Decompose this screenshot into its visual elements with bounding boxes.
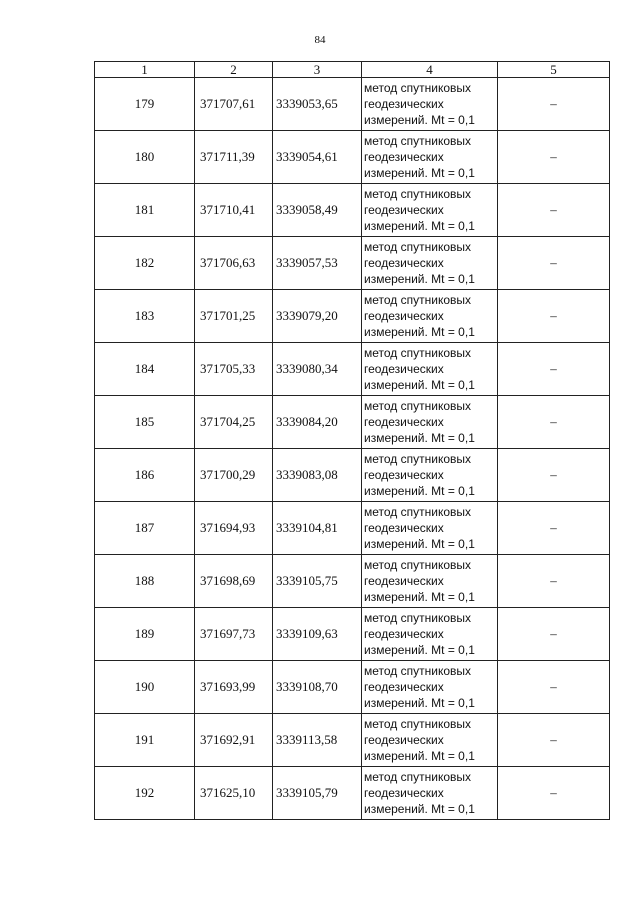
point-number-cell: 184 <box>95 343 195 396</box>
y-coordinate-cell: 3339104,81 <box>273 502 362 555</box>
x-coordinate-cell: 371697,73 <box>195 608 273 661</box>
column-header-5: 5 <box>498 62 610 78</box>
method-line: метод спутниковых <box>364 293 472 307</box>
method-cell <box>362 78 498 131</box>
x-coordinate-cell: 371698,69 <box>195 555 273 608</box>
table-row <box>95 714 610 767</box>
column-header-2: 2 <box>195 62 273 78</box>
method-cell <box>362 555 498 608</box>
table-row <box>95 343 610 396</box>
point-number-cell: 188 <box>95 555 195 608</box>
method-cell <box>362 396 498 449</box>
method-line: метод спутниковых <box>364 664 472 678</box>
note-cell: – <box>498 608 610 661</box>
note-cell: – <box>498 131 610 184</box>
method-line: измерений. Mt = 0,1 <box>364 166 475 180</box>
note-cell: – <box>498 290 610 343</box>
method-cell <box>362 767 498 820</box>
note-cell: – <box>498 396 610 449</box>
x-coordinate-cell: 371701,25 <box>195 290 273 343</box>
method-line: измерений. Mt = 0,1 <box>364 537 475 551</box>
method-line: метод спутниковых <box>364 346 472 360</box>
table-row <box>95 290 610 343</box>
method-cell <box>362 131 498 184</box>
x-coordinate-cell: 371706,63 <box>195 237 273 290</box>
method-line: измерений. Mt = 0,1 <box>364 696 475 710</box>
y-coordinate-cell: 3339079,20 <box>273 290 362 343</box>
method-cell <box>362 184 498 237</box>
x-coordinate-cell: 371700,29 <box>195 449 273 502</box>
method-line: измерений. Mt = 0,1 <box>364 219 475 233</box>
method-line: геодезических <box>364 362 444 376</box>
method-line: измерений. Mt = 0,1 <box>364 113 475 127</box>
method-cell <box>362 290 498 343</box>
coordinates-table <box>94 61 610 820</box>
method-cell <box>362 343 498 396</box>
method-line: метод спутниковых <box>364 240 472 254</box>
y-coordinate-cell: 3339058,49 <box>273 184 362 237</box>
y-coordinate-cell: 3339109,63 <box>273 608 362 661</box>
method-line: геодезических <box>364 521 444 535</box>
x-coordinate-cell: 371710,41 <box>195 184 273 237</box>
table-row <box>95 502 610 555</box>
method-line: геодезических <box>364 574 444 588</box>
point-number-cell: 191 <box>95 714 195 767</box>
x-coordinate-cell: 371711,39 <box>195 131 273 184</box>
table-row <box>95 767 610 820</box>
point-number-cell: 192 <box>95 767 195 820</box>
table-row <box>95 608 610 661</box>
note-cell: – <box>498 714 610 767</box>
method-line: геодезических <box>364 97 444 111</box>
method-line: геодезических <box>364 468 444 482</box>
method-line: геодезических <box>364 786 444 800</box>
note-cell: – <box>498 78 610 131</box>
point-number-cell: 183 <box>95 290 195 343</box>
point-number-cell: 187 <box>95 502 195 555</box>
method-line: геодезических <box>364 203 444 217</box>
note-cell: – <box>498 502 610 555</box>
point-number-cell: 180 <box>95 131 195 184</box>
point-number-cell: 189 <box>95 608 195 661</box>
y-coordinate-cell: 3339108,70 <box>273 661 362 714</box>
method-cell <box>362 608 498 661</box>
table-row <box>95 237 610 290</box>
note-cell: – <box>498 661 610 714</box>
y-coordinate-cell: 3339083,08 <box>273 449 362 502</box>
table-header-row <box>95 62 610 78</box>
note-cell: – <box>498 555 610 608</box>
method-line: метод спутниковых <box>364 134 472 148</box>
x-coordinate-cell: 371692,91 <box>195 714 273 767</box>
y-coordinate-cell: 3339113,58 <box>273 714 362 767</box>
method-cell <box>362 502 498 555</box>
method-cell <box>362 237 498 290</box>
note-cell: – <box>498 343 610 396</box>
method-line: геодезических <box>364 680 444 694</box>
method-line: измерений. Mt = 0,1 <box>364 431 475 445</box>
y-coordinate-cell: 3339080,34 <box>273 343 362 396</box>
x-coordinate-cell: 371705,33 <box>195 343 273 396</box>
point-number-cell: 182 <box>95 237 195 290</box>
method-line: метод спутниковых <box>364 770 472 784</box>
method-cell <box>362 714 498 767</box>
x-coordinate-cell: 371625,10 <box>195 767 273 820</box>
method-line: геодезических <box>364 733 444 747</box>
table-row <box>95 184 610 237</box>
method-line: измерений. Mt = 0,1 <box>364 272 475 286</box>
note-cell: – <box>498 237 610 290</box>
y-coordinate-cell: 3339057,53 <box>273 237 362 290</box>
x-coordinate-cell: 371694,93 <box>195 502 273 555</box>
table-row <box>95 661 610 714</box>
table-row <box>95 131 610 184</box>
method-line: метод спутниковых <box>364 717 472 731</box>
method-line: метод спутниковых <box>364 187 472 201</box>
method-line: метод спутниковых <box>364 611 472 625</box>
note-cell: – <box>498 767 610 820</box>
method-cell <box>362 661 498 714</box>
method-line: измерений. Mt = 0,1 <box>364 802 475 816</box>
method-line: метод спутниковых <box>364 505 472 519</box>
method-line: геодезических <box>364 150 444 164</box>
table-row <box>95 555 610 608</box>
y-coordinate-cell: 3339084,20 <box>273 396 362 449</box>
method-line: измерений. Mt = 0,1 <box>364 749 475 763</box>
method-line: измерений. Mt = 0,1 <box>364 378 475 392</box>
y-coordinate-cell: 3339105,75 <box>273 555 362 608</box>
point-number-cell: 186 <box>95 449 195 502</box>
method-line: измерений. Mt = 0,1 <box>364 643 475 657</box>
note-cell: – <box>498 449 610 502</box>
point-number-cell: 181 <box>95 184 195 237</box>
column-header-4: 4 <box>362 62 498 78</box>
table-row <box>95 396 610 449</box>
x-coordinate-cell: 371704,25 <box>195 396 273 449</box>
table-body <box>95 78 610 820</box>
y-coordinate-cell: 3339054,61 <box>273 131 362 184</box>
method-line: измерений. Mt = 0,1 <box>364 484 475 498</box>
x-coordinate-cell: 371707,61 <box>195 78 273 131</box>
method-cell <box>362 449 498 502</box>
method-line: измерений. Mt = 0,1 <box>364 325 475 339</box>
method-line: геодезических <box>364 309 444 323</box>
point-number-cell: 190 <box>95 661 195 714</box>
y-coordinate-cell: 3339105,79 <box>273 767 362 820</box>
table-row <box>95 78 610 131</box>
point-number-cell: 185 <box>95 396 195 449</box>
method-line: геодезических <box>364 415 444 429</box>
x-coordinate-cell: 371693,99 <box>195 661 273 714</box>
y-coordinate-cell: 3339053,65 <box>273 78 362 131</box>
method-line: геодезических <box>364 627 444 641</box>
page-number: 84 <box>314 34 326 46</box>
method-line: измерений. Mt = 0,1 <box>364 590 475 604</box>
point-number-cell: 179 <box>95 78 195 131</box>
column-header-3: 3 <box>273 62 362 78</box>
column-header-1: 1 <box>95 62 195 78</box>
method-line: геодезических <box>364 256 444 270</box>
note-cell: – <box>498 184 610 237</box>
method-line: метод спутниковых <box>364 399 472 413</box>
table-row <box>95 449 610 502</box>
method-line: метод спутниковых <box>364 81 472 95</box>
method-line: метод спутниковых <box>364 558 472 572</box>
method-line: метод спутниковых <box>364 452 472 466</box>
